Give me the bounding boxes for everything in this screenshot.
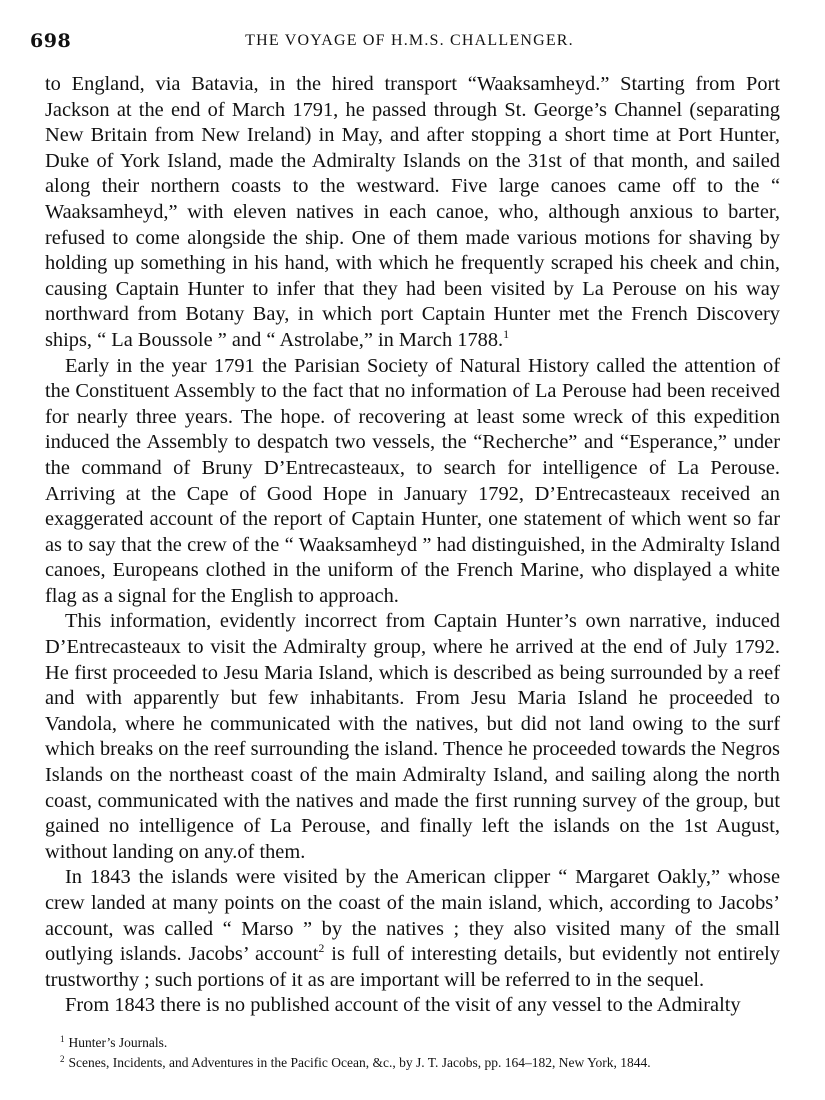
running-title: THE VOYAGE OF H.M.S. CHALLENGER. (245, 32, 574, 49)
footnote-ref-1: 1 (503, 327, 510, 342)
footnote-2 (60, 1053, 780, 1073)
footnote-2-mark: 2 (60, 1053, 65, 1064)
footnote-ref-2: 2 (318, 941, 325, 956)
page-number: 698 (30, 30, 72, 52)
paragraph-2: Early in the year 1791 the Parisian Society of Natural History called the attention of the Constituent Assembly to the fact that no information of La Perouse had been received for nearly three years. The hope. of recovering at least some wreck of this expedition induced the Assembly to despatch two vessels, the “Recherche” and “Esperance,” under the command of Bruny D’Entrecasteaux, to search for intelligence of La Perouse. Arriving at the Cape of Good Hope in January 1792, D’Entrecasteaux received an exaggerated account of the report of Captain Hunter, one statement of which went so far as to say that the crew of the “ Waaksamheyd ” had distinguished, in the Admiralty Island canoes, Europeans clothed in the uniform of the French Marine, who displayed a white flag as a signal for the English to approach. (45, 354, 780, 607)
footnote-2-text: Scenes, Incidents, and Adventures in the Pacific Ocean, &c., by J. T. Jacobs, pp. 164–182, New York, 1844. (68, 1055, 651, 1070)
footnote-1-text: Hunter’s Journals. (68, 1035, 168, 1050)
footnote-1 (60, 1033, 780, 1053)
paragraph-4-text-b: is full of interesting details, but evidently not entirely trustworthy ; such portions of it as are important will be referred to in the sequel. (45, 943, 780, 991)
paragraph-1 (45, 72, 780, 354)
paragraph-4 (45, 865, 780, 993)
paragraph-3: This information, evidently incorrect from Captain Hunter’s own narrative, induced D’Entrecasteaux to visit the Admiralty group, where he arrived at the end of July 1792. He first proceeded to Jesu Maria Island, which is described as being surrounded by a reef and with apparently but few inhabitants. From Jesu Maria Island he proceeded to Vandola, where he communicated with the natives, but did not land owing to the surf which breaks on the reef surrounding the island. Thence he proceeded towards the Negros Islands on the northeast coast of the main Admiralty Island, and sailing along the north coast, communicated with the natives and made the first running survey of the group, but gained no intelligence of La Perouse, and finally left the islands on the 1st August, without landing on any.of them. (45, 610, 780, 863)
paragraph-5: From 1843 there is no published account of the visit of any vessel to the Admiralty (65, 994, 741, 1017)
paragraph-4-text-a: In 1843 the islands were visited by the American clipper “ Margaret Oakly,” whose crew landed at many points on the coast of the main island, which, according to Jacobs’ account, was called “ Marso ” by the natives ; they also visited many of the small outlying islands. Jacobs’ account (45, 866, 780, 966)
paragraph-1-text: to England, via Batavia, in the hired transport “Waaksamheyd.” Starting from Port Jackson at the end of March 1791, he passed through St. George’s Channel (separating New Britain from New Ireland) in May, and after stopping a short time at Port Hunter, Duke of York Island, made the Admiralty Islands on the 31st of that month, and sailed along their northern coasts to the westward. Five large canoes came off to the “ Waaksamheyd,” with eleven natives in each canoe, who, although anxious to barter, refused to come alongside the ship. One of them made various motions for shaving by holding up something in his hand, with which he frequently scraped his cheek and chin, causing Captain Hunter to infer that they had been visited by La Perouse on his way northward from Botany Bay, in which port Captain Hunter met the French Discovery ships, “ La Boussole ” and “ Astrolabe,” in March 1788. (45, 73, 780, 351)
page-header (30, 30, 789, 60)
footnotes (60, 1033, 780, 1073)
body-text (45, 72, 780, 1019)
footnote-1-mark: 1 (60, 1033, 65, 1044)
